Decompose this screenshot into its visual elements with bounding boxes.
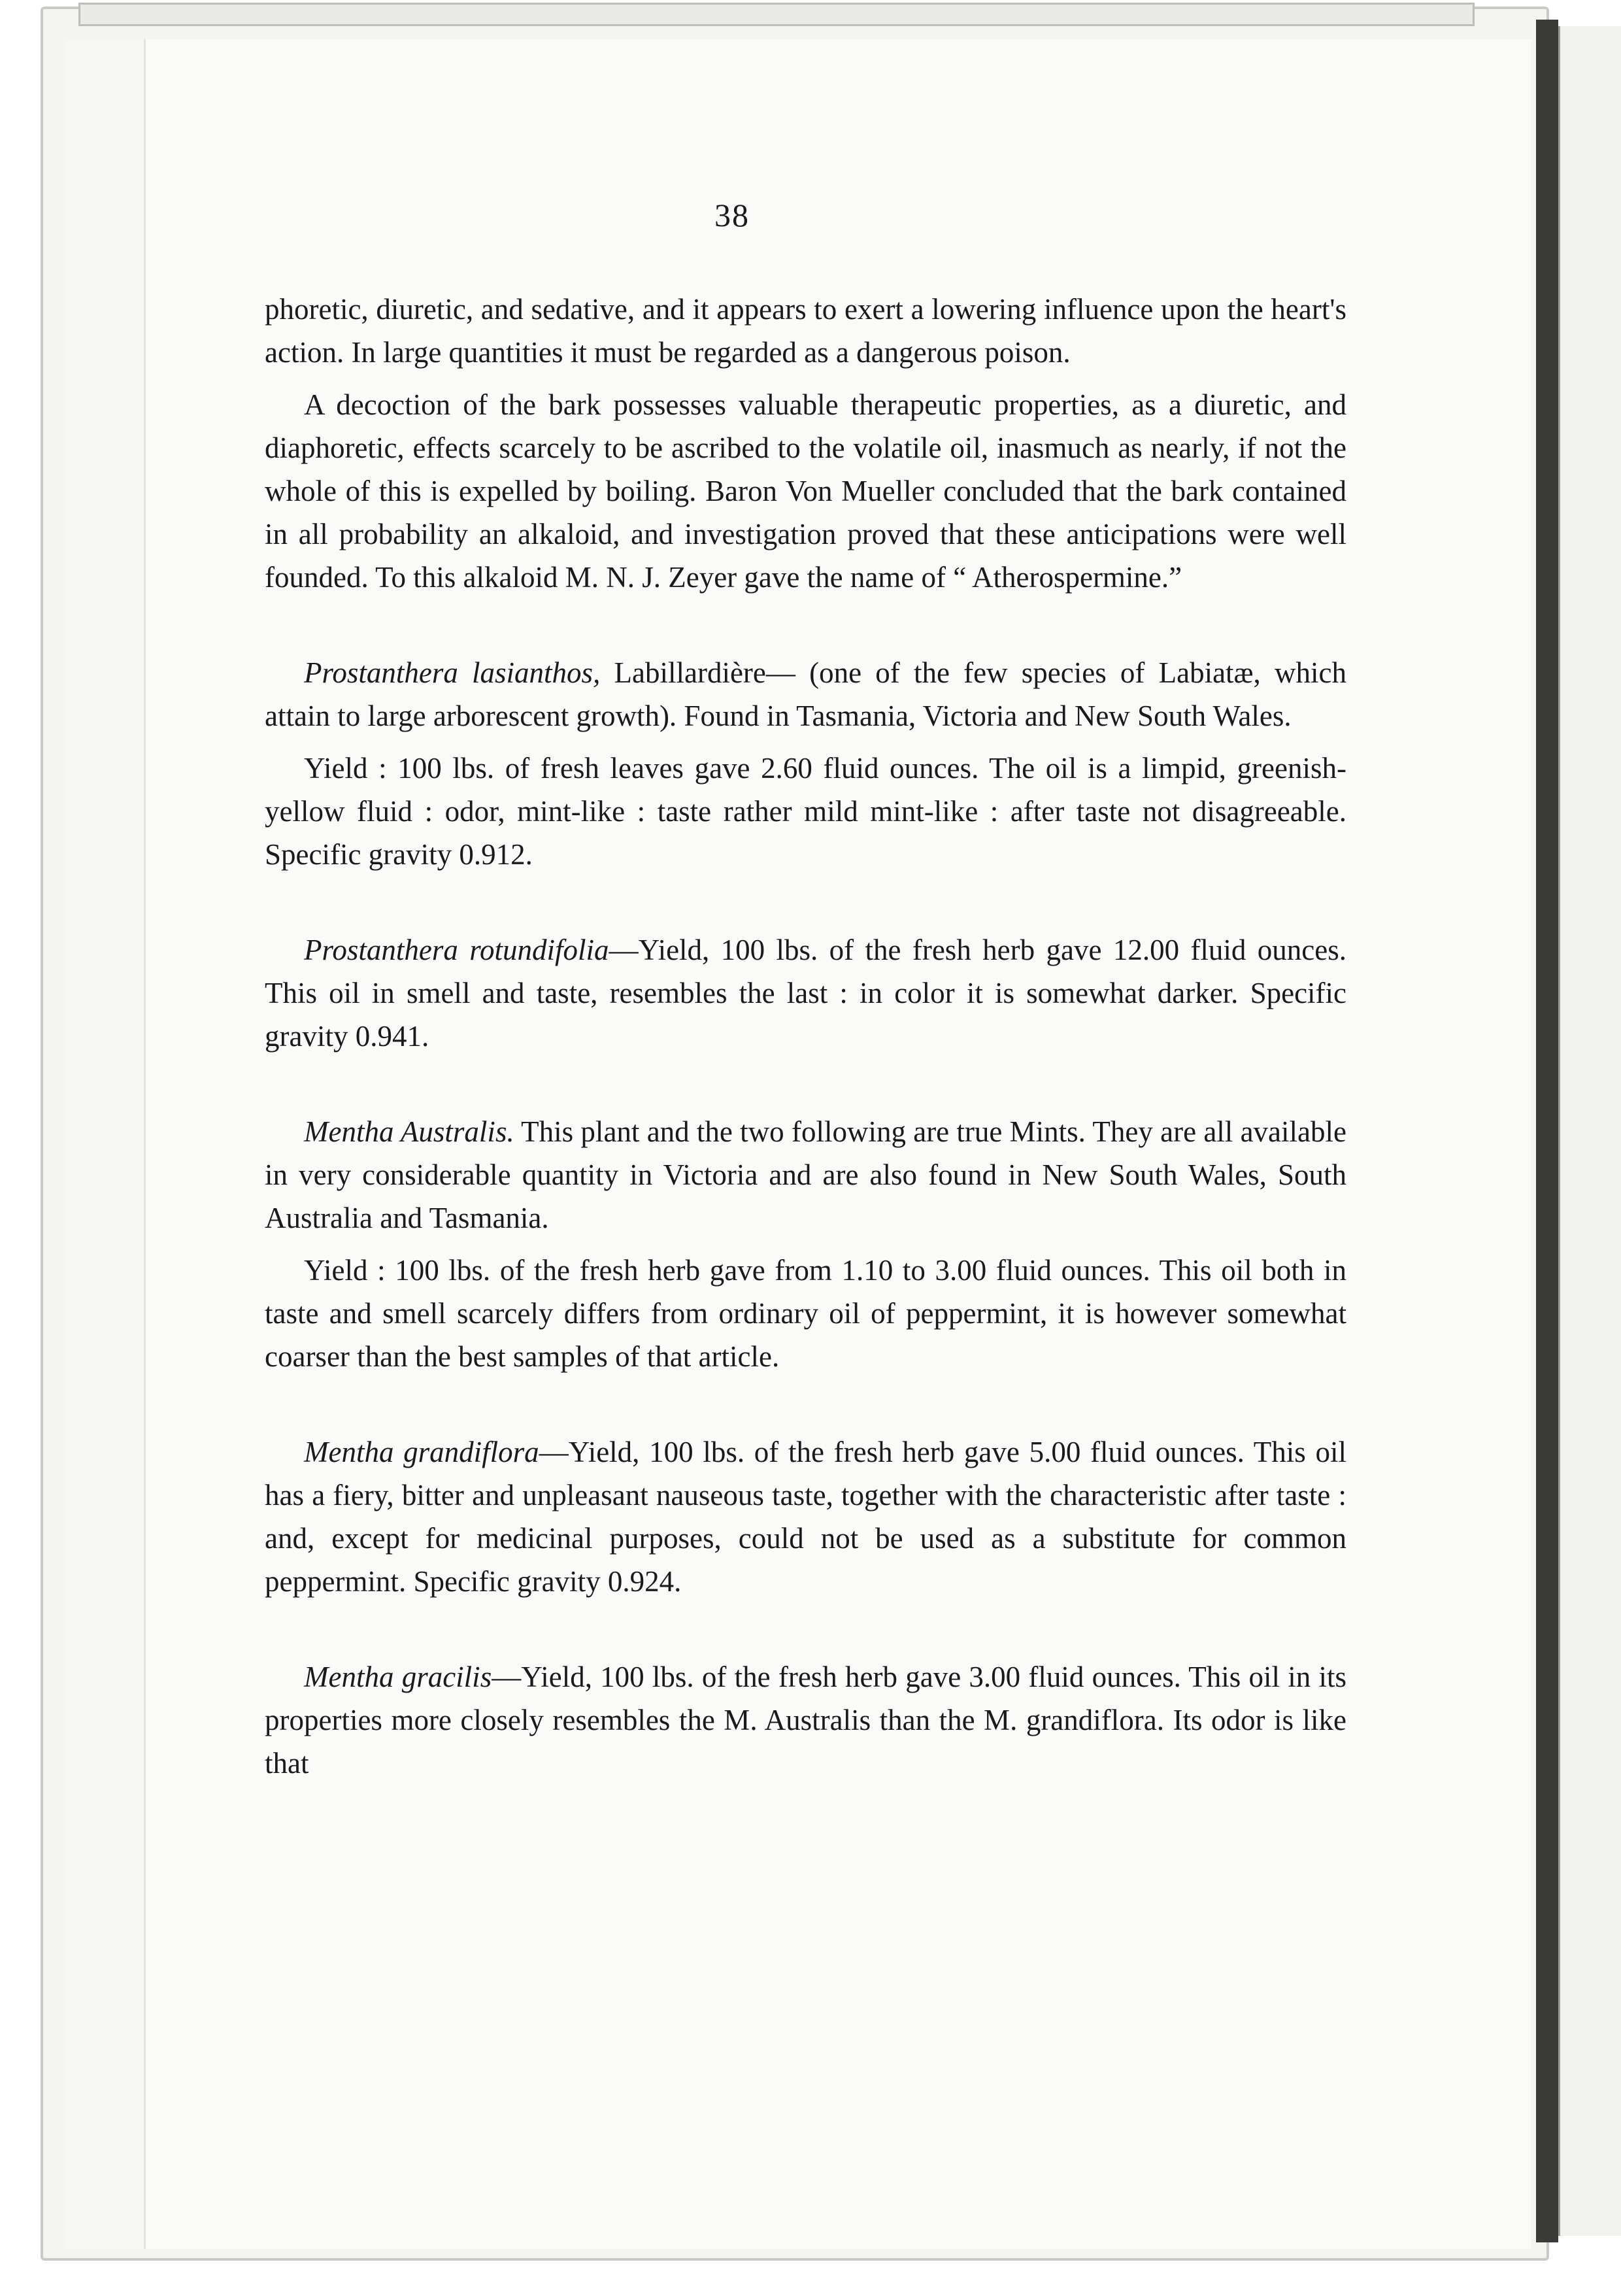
- paragraph-text: phoretic, diuretic, and sedative, and it appears to exert a lowering influence upon the heart's action. In large quantities it must be regarded as a dangerous poison.: [265, 293, 1346, 369]
- paragraph-prostanthera-rotundifolia: [265, 928, 1346, 1058]
- paragraph-mentha-grandiflora: [265, 1430, 1346, 1603]
- page-number: 38: [714, 197, 750, 233]
- paragraph-text: Yield : 100 lbs. of fresh leaves gave 2.60 fluid ounces. The oil is a limpid, greenish-yellow fluid : odor, mint-like : taste rather mild mint-like : after taste not disagreeable. Specific gravity 0.912.: [265, 752, 1346, 871]
- paragraph-gap: [265, 1240, 1346, 1249]
- section-gap: [265, 1378, 1346, 1430]
- paragraph-mentha-australis: [265, 1110, 1346, 1240]
- paragraph-mentha-gracilis: [265, 1655, 1346, 1785]
- paragraph-text: —Yield, 100 lbs. of the fresh herb gave 5.00 fluid ounces. This oil has a fiery, bitter and unpleasant nauseous taste, together with the characteristic after taste : and, except for medicinal purposes, could not be used as a substitute for common peppermint. Specific gravity 0.924.: [265, 1436, 1346, 1598]
- paragraph-1: [265, 288, 1346, 374]
- species-name: Mentha gracilis: [304, 1661, 492, 1693]
- paragraph-yield-lasianthos: [265, 747, 1346, 876]
- species-name: Prostanthera rotundifolia: [304, 934, 609, 966]
- scan-spine: [1536, 20, 1558, 2242]
- paragraph-2: [265, 383, 1346, 599]
- paragraph-yield-australis: [265, 1249, 1346, 1378]
- paragraph-text: —Yield, 100 lbs. of the fresh herb gave 12.00 fluid ounces. This oil in smell and taste, resembles the last : in color it is somewhat darker. Specific gravity 0.941.: [265, 934, 1347, 1053]
- page-body: [265, 288, 1346, 1785]
- paragraph-text: A decoction of the bark possesses valuable therapeutic properties, as a diuretic, and diaphoretic, effects scarcely to be ascribed to the volatile oil, inasmuch as nearly, if not the whole of this is expelled by boiling. Baron Von Mueller concluded that the bark contained in all probability an alkaloid, and investigation proved that these anticipations were well founded. To this alkaloid M. N. J. Zeyer gave the name of “ Atherospermine.”: [265, 388, 1346, 594]
- section-gap: [265, 1058, 1346, 1110]
- paragraph-prostanthera-lasianthos: [265, 651, 1346, 737]
- species-name: Mentha Australis.: [304, 1115, 514, 1148]
- paragraph-text: This plant and the two following are true Mints. They are all available in very considerable quantity in Victoria and are also found in New South Wales, South Australia and Tasmania.: [265, 1115, 1346, 1234]
- species-name: Prostanthera lasianthos,: [304, 656, 601, 689]
- paragraph-text: —Yield, 100 lbs. of the fresh herb gave 3.00 fluid ounces. This oil in its properties more closely resembles the M. Australis than the M. grandiflora. Its odor is like that: [265, 1661, 1346, 1780]
- species-name: Mentha grandiflora: [304, 1436, 539, 1468]
- scan-right-leaf: [1558, 26, 1621, 2236]
- section-gap: [265, 599, 1346, 651]
- paragraph-gap: [265, 374, 1346, 383]
- section-gap: [265, 1603, 1346, 1655]
- paragraph-text: Labillardière— (one of the few species of Labiatæ, which attain to large arborescent growth). Found in Tasmania, Victoria and New South Wales.: [265, 656, 1346, 732]
- paragraph-text: Yield : 100 lbs. of the fresh herb gave from 1.10 to 3.00 fluid ounces. This oil both in taste and smell scarcely differs from ordinary oil of peppermint, it is however somewhat coarser than the best samples of that article.: [265, 1254, 1346, 1373]
- paragraph-gap: [265, 737, 1346, 747]
- scan-top-edge: [78, 3, 1475, 26]
- section-gap: [265, 876, 1346, 928]
